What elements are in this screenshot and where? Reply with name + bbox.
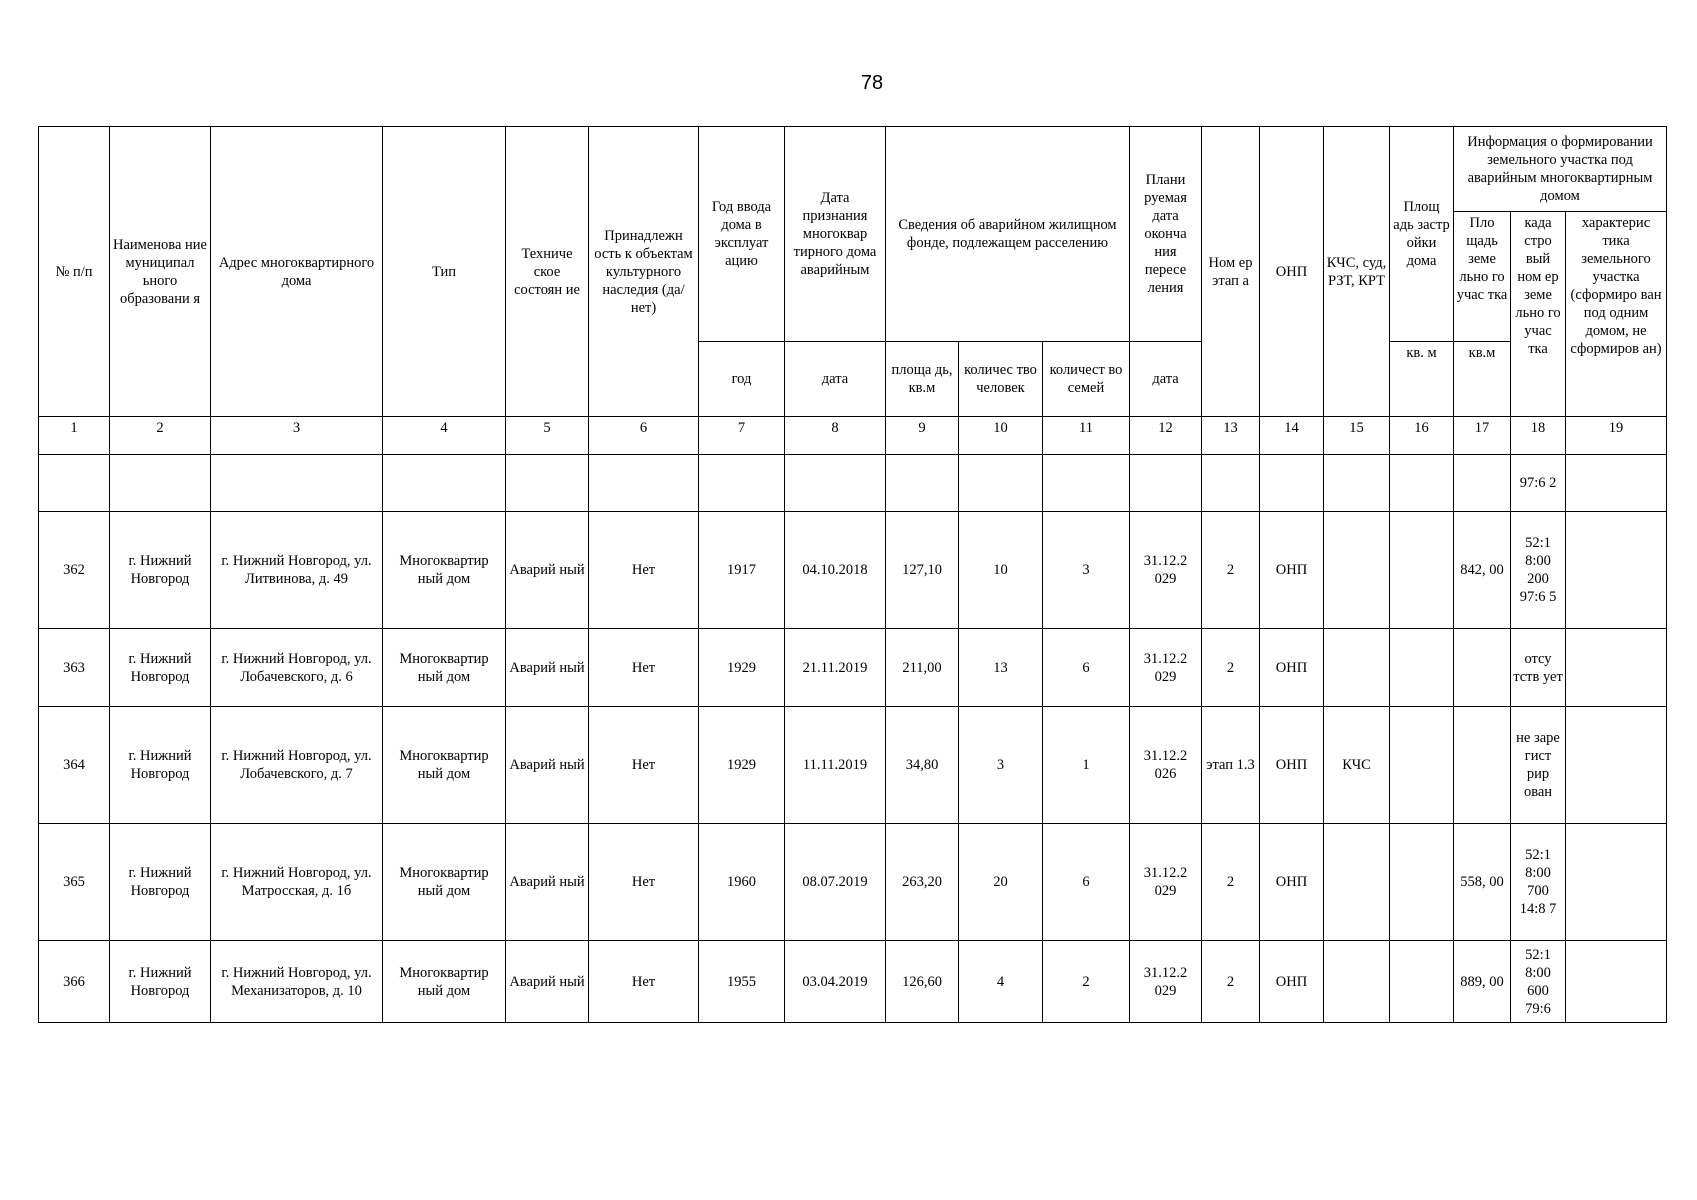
column-number: 6 (589, 417, 699, 455)
col-header-type: Тип (383, 127, 506, 417)
cell-land-area: 889, 00 (1454, 941, 1511, 1023)
cell-address: г. Нижний Новгород, ул. Матросская, д. 1б (211, 824, 383, 941)
cell-emergency-date: 03.04.2019 (785, 941, 886, 1023)
cell-people: 3 (959, 707, 1043, 824)
cell-municipality: г. Нижний Новгород (110, 512, 211, 629)
cell-kchs (1324, 824, 1390, 941)
cell-type: Многоквартир ный дом (383, 941, 506, 1023)
cell-number: 362 (39, 512, 110, 629)
cell-people: 10 (959, 512, 1043, 629)
unit-year: год (699, 342, 785, 417)
cell-type: Многоквартир ный дом (383, 707, 506, 824)
cell-onp: ОНП (1260, 629, 1324, 707)
column-number: 17 (1454, 417, 1511, 455)
cell-stage: 2 (1202, 941, 1260, 1023)
col-header-onp: ОНП (1260, 127, 1324, 417)
col-header-kchs: КЧС, суд, РЗТ, КРТ (1324, 127, 1390, 417)
cell-year-built: 1917 (699, 512, 785, 629)
column-number: 9 (886, 417, 959, 455)
column-number: 16 (1390, 417, 1454, 455)
cell-number: 365 (39, 824, 110, 941)
cell-area: 211,00 (886, 629, 959, 707)
column-number: 5 (506, 417, 589, 455)
cell-build-area (1390, 512, 1454, 629)
table-row (39, 707, 1667, 824)
col-header-address: Адрес многоквартирного дома (211, 127, 383, 417)
cell-area: 263,20 (886, 824, 959, 941)
table-row (39, 824, 1667, 941)
header-row-top (39, 127, 1667, 212)
cell-build-area (1390, 824, 1454, 941)
cell-number (39, 455, 110, 512)
cell-people: 4 (959, 941, 1043, 1023)
cell-kchs: КЧС (1324, 707, 1390, 824)
cell-planned-date: 31.12.2 029 (1130, 941, 1202, 1023)
cell-land-area (1454, 707, 1511, 824)
cell-land-characteristic (1566, 455, 1667, 512)
column-number: 18 (1511, 417, 1566, 455)
cell-stage: этап 1.3 (1202, 707, 1260, 824)
cell-planned-date: 31.12.2 029 (1130, 512, 1202, 629)
col-header-number: № п/п (39, 127, 110, 417)
column-number: 3 (211, 417, 383, 455)
cell-cadastral: не заре гист рир ован (1511, 707, 1566, 824)
cell-land-area (1454, 455, 1511, 512)
unit-area: площа дь, кв.м (886, 342, 959, 417)
unit-date: дата (785, 342, 886, 417)
cell-families: 6 (1043, 824, 1130, 941)
col-header-tech-state: Техниче ское состоян ие (506, 127, 589, 417)
cell-area (886, 455, 959, 512)
unit-planned-date: дата (1130, 342, 1202, 417)
cell-heritage: Нет (589, 512, 699, 629)
cell-people (959, 455, 1043, 512)
col-header-land-characteristic: характерис тика земельного участка (сформиро ван под одним домом, не сформиров ан) (1566, 212, 1667, 417)
cell-planned-date: 31.12.2 029 (1130, 824, 1202, 941)
cell-planned-date: 31.12.2 026 (1130, 707, 1202, 824)
cell-kchs (1324, 941, 1390, 1023)
cell-land-area: 558, 00 (1454, 824, 1511, 941)
cell-people: 20 (959, 824, 1043, 941)
cell-year-built: 1929 (699, 629, 785, 707)
cell-heritage: Нет (589, 707, 699, 824)
col-header-land-info: Информация о формировании земельного участка под аварийным многоквартирным домом (1454, 127, 1667, 212)
cell-kchs (1324, 512, 1390, 629)
cell-municipality: г. Нижний Новгород (110, 629, 211, 707)
col-header-year-built: Год ввода дома в эксплуат ацию (699, 127, 785, 342)
cell-address: г. Нижний Новгород, ул. Лобачевского, д. 7 (211, 707, 383, 824)
cell-stage: 2 (1202, 512, 1260, 629)
cell-cadastral: 52:1 8:00 700 14:8 7 (1511, 824, 1566, 941)
cell-type (383, 455, 506, 512)
column-number: 8 (785, 417, 886, 455)
cell-address (211, 455, 383, 512)
cell-build-area (1390, 707, 1454, 824)
cell-number: 366 (39, 941, 110, 1023)
unit-people: количес тво человек (959, 342, 1043, 417)
cell-planned-date (1130, 455, 1202, 512)
column-number: 7 (699, 417, 785, 455)
table-row (39, 455, 1667, 512)
col-header-land-area: Пло щадь земе льно го учас тка (1454, 212, 1511, 342)
cell-families: 2 (1043, 941, 1130, 1023)
cell-year-built (699, 455, 785, 512)
cell-cadastral: 52:1 8:00 600 79:6 (1511, 941, 1566, 1023)
col-header-cadastral: када стро вый ном ер земе льно го учас тка (1511, 212, 1566, 417)
cell-land-characteristic (1566, 629, 1667, 707)
cell-cadastral: отсу тств ует (1511, 629, 1566, 707)
cell-emergency-date (785, 455, 886, 512)
cell-onp: ОНП (1260, 512, 1324, 629)
cell-municipality: г. Нижний Новгород (110, 707, 211, 824)
cell-year-built: 1955 (699, 941, 785, 1023)
cell-planned-date: 31.12.2 029 (1130, 629, 1202, 707)
cell-land-characteristic (1566, 707, 1667, 824)
column-number: 11 (1043, 417, 1130, 455)
cell-people: 13 (959, 629, 1043, 707)
cell-tech-state: Аварий ный (506, 941, 589, 1023)
cell-heritage: Нет (589, 629, 699, 707)
cell-municipality: г. Нижний Новгород (110, 941, 211, 1023)
cell-onp (1260, 455, 1324, 512)
cell-emergency-date: 08.07.2019 (785, 824, 886, 941)
cell-type: Многоквартир ный дом (383, 512, 506, 629)
cell-kchs (1324, 455, 1390, 512)
cell-area: 127,10 (886, 512, 959, 629)
cell-year-built: 1929 (699, 707, 785, 824)
column-number: 19 (1566, 417, 1667, 455)
cell-type: Многоквартир ный дом (383, 629, 506, 707)
col-header-emergency-fund: Сведения об аварийном жилищном фонде, подлежащем расселению (886, 127, 1130, 342)
cell-cadastral: 97:6 2 (1511, 455, 1566, 512)
cell-address: г. Нижний Новгород, ул. Литвинова, д. 49 (211, 512, 383, 629)
cell-area: 126,60 (886, 941, 959, 1023)
table-row (39, 629, 1667, 707)
table-row (39, 512, 1667, 629)
cell-number: 364 (39, 707, 110, 824)
cell-stage: 2 (1202, 824, 1260, 941)
cell-year-built: 1960 (699, 824, 785, 941)
cell-land-characteristic (1566, 941, 1667, 1023)
column-number: 2 (110, 417, 211, 455)
table-row (39, 941, 1667, 1023)
cell-number: 363 (39, 629, 110, 707)
cell-onp: ОНП (1260, 707, 1324, 824)
col-header-planned-date: Плани руемая дата оконча ния пересе ления (1130, 127, 1202, 342)
cell-families: 6 (1043, 629, 1130, 707)
column-number: 12 (1130, 417, 1202, 455)
column-number: 10 (959, 417, 1043, 455)
cell-address: г. Нижний Новгород, ул. Механизаторов, д. 10 (211, 941, 383, 1023)
cell-onp: ОНП (1260, 941, 1324, 1023)
column-number: 15 (1324, 417, 1390, 455)
column-number: 1 (39, 417, 110, 455)
col-header-emergency-date: Дата признания многоквар тирного дома аварийным (785, 127, 886, 342)
cell-families: 1 (1043, 707, 1130, 824)
cell-heritage (589, 455, 699, 512)
cell-heritage: Нет (589, 941, 699, 1023)
col-header-stage: Ном ер этап а (1202, 127, 1260, 417)
cell-kchs (1324, 629, 1390, 707)
cell-emergency-date: 21.11.2019 (785, 629, 886, 707)
cell-cadastral: 52:1 8:00 200 97:6 5 (1511, 512, 1566, 629)
column-number: 13 (1202, 417, 1260, 455)
cell-municipality (110, 455, 211, 512)
cell-build-area (1390, 629, 1454, 707)
cell-land-characteristic (1566, 824, 1667, 941)
cell-families (1043, 455, 1130, 512)
cell-land-area: 842, 00 (1454, 512, 1511, 629)
cell-tech-state: Аварий ный (506, 629, 589, 707)
col-header-build-area: Площ адь застр ойки дома (1390, 127, 1454, 342)
cell-municipality: г. Нижний Новгород (110, 824, 211, 941)
column-number: 4 (383, 417, 506, 455)
column-numbers-row (39, 417, 1667, 455)
cell-tech-state: Аварий ный (506, 824, 589, 941)
cell-tech-state: Аварий ный (506, 512, 589, 629)
cell-tech-state (506, 455, 589, 512)
col-header-heritage: Принадлежн ость к объектам культурного наследия (да/нет) (589, 127, 699, 417)
page-number: 78 (860, 72, 884, 94)
unit-land-area: кв.м (1454, 342, 1511, 417)
unit-families: количест во семей (1043, 342, 1130, 417)
cell-emergency-date: 04.10.2018 (785, 512, 886, 629)
cell-emergency-date: 11.11.2019 (785, 707, 886, 824)
cell-type: Многоквартир ный дом (383, 824, 506, 941)
cell-land-area (1454, 629, 1511, 707)
emergency-housing-table (38, 126, 1667, 1023)
cell-onp: ОНП (1260, 824, 1324, 941)
cell-address: г. Нижний Новгород, ул. Лобачевского, д. 6 (211, 629, 383, 707)
unit-build-area: кв. м (1390, 342, 1454, 417)
cell-build-area (1390, 455, 1454, 512)
column-number: 14 (1260, 417, 1324, 455)
cell-stage (1202, 455, 1260, 512)
col-header-municipality: Наименова ние муниципал ьного образовани я (110, 127, 211, 417)
cell-area: 34,80 (886, 707, 959, 824)
cell-land-characteristic (1566, 512, 1667, 629)
cell-families: 3 (1043, 512, 1130, 629)
cell-tech-state: Аварий ный (506, 707, 589, 824)
cell-build-area (1390, 941, 1454, 1023)
cell-heritage: Нет (589, 824, 699, 941)
cell-stage: 2 (1202, 629, 1260, 707)
